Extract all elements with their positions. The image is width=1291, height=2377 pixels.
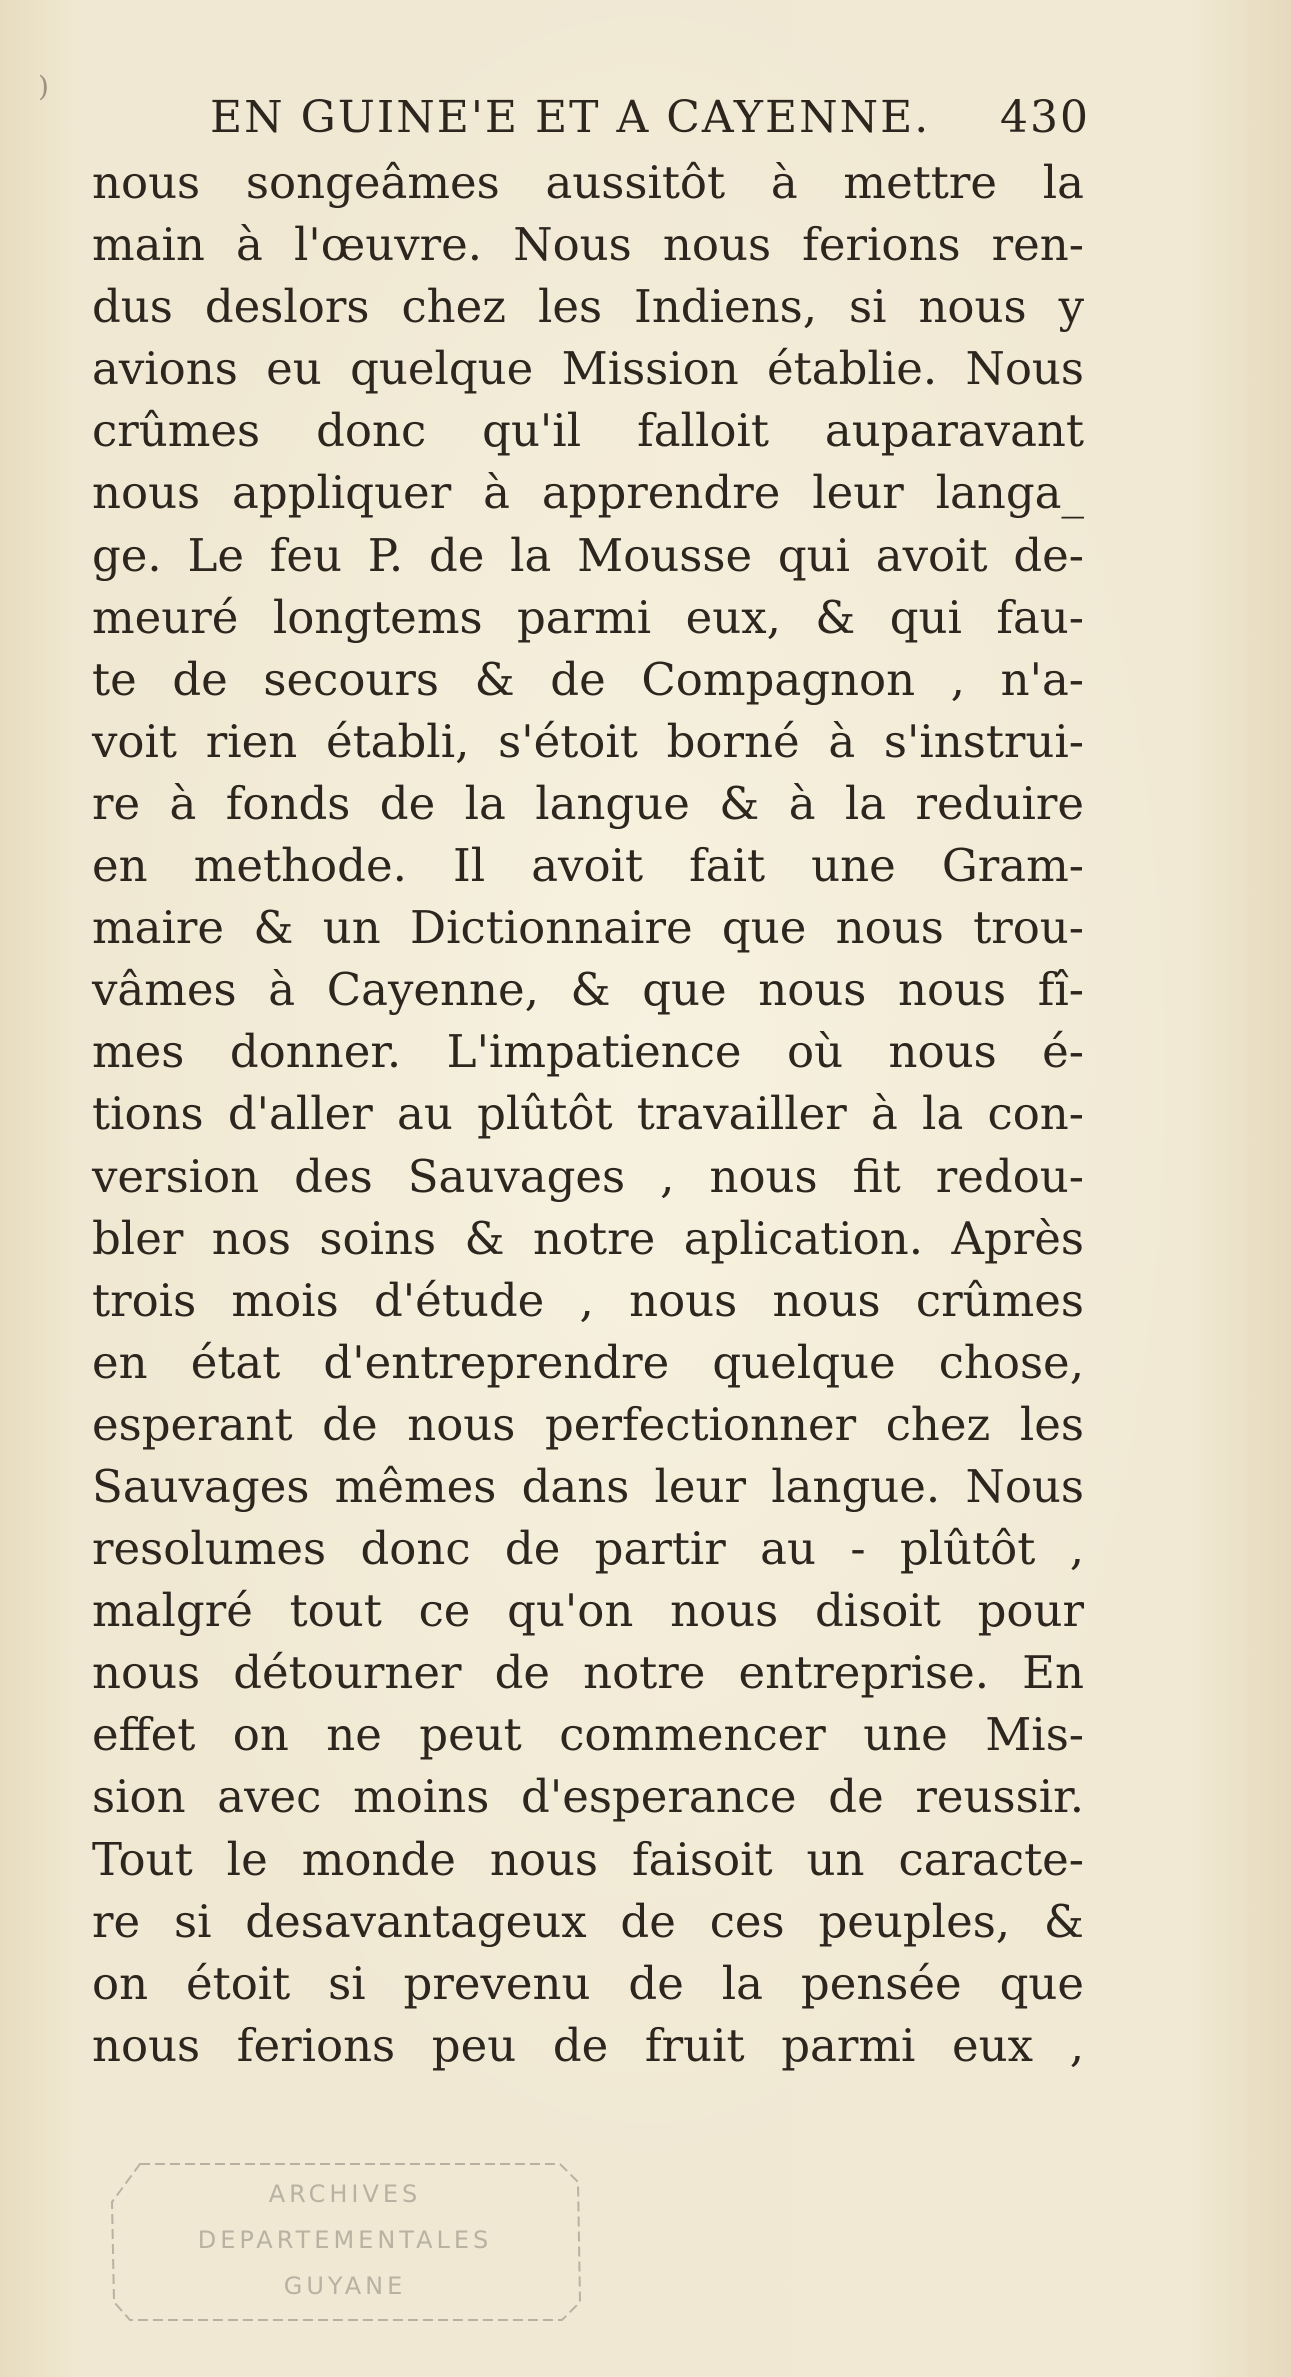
body-text [92, 152, 1084, 2077]
text-line: nous appliquer à apprendre leur langa_ [92, 466, 1084, 520]
text-line: nous songeâmes aussitôt à mettre la [92, 156, 1084, 209]
text-line: on étoit si prevenu de la pensée que [92, 1956, 1084, 2010]
stamp-line-departementales: DEPARTEMENTALES [197, 2226, 493, 2254]
text-line: re à fonds de la langue & à la reduire [92, 776, 1084, 830]
text-line: malgré tout ce qu'on nous disoit pour [92, 1584, 1084, 1638]
archive-stamp [100, 2142, 590, 2332]
text-line: ge. Le feu P. de la Mousse qui avoit de- [92, 528, 1084, 582]
text-line: vâmes à Cayenne, & que nous nous fî- [92, 963, 1084, 1017]
text-line: effet on ne peut commencer une Mis- [92, 1708, 1084, 1762]
text-line: nous détourner de notre entreprise. En [92, 1646, 1084, 1700]
text-line: esperant de nous perfectionner chez les [92, 1397, 1084, 1451]
page-number: 430 [1000, 92, 1090, 143]
text-line: nous ferions peu de fruit parmi eux , [92, 2018, 1084, 2072]
text-line: crûmes donc qu'il falloit auparavant [92, 404, 1084, 458]
text-line: maire & un Dictionnaire que nous trou- [92, 901, 1084, 955]
stamp-line-guyane: GUYANE [283, 2272, 407, 2300]
text-line: version des Sauvages , nous fit redou- [92, 1149, 1084, 1203]
text-line: mes donner. L'impatience où nous é- [92, 1025, 1084, 1079]
text-line: avions eu quelque Mission établie. Nous [92, 342, 1084, 396]
text-line: meuré longtems parmi eux, & qui fau- [92, 590, 1084, 644]
text-line: re si desavantageux de ces peuples, & [92, 1894, 1084, 1948]
text-line: Sauvages mêmes dans leur langue. Nous [92, 1459, 1084, 1513]
text-line: bler nos soins & notre aplication. Après [92, 1211, 1084, 1265]
text-line: tions d'aller au plûtôt travailler à la con- [92, 1087, 1084, 1141]
text-line: voit rien établi, s'étoit borné à s'instrui- [92, 714, 1084, 768]
text-line: en methode. Il avoit fait une Gram- [92, 839, 1084, 893]
text-line: Tout le monde nous faisoit un caracte- [92, 1832, 1084, 1886]
margin-mark: ) [38, 70, 49, 103]
text-line: resolumes donc de partir au - plûtôt , [92, 1522, 1084, 1576]
running-head: EN GUINE'E ET A CAYENNE. [210, 92, 931, 143]
text-line: trois mois d'étude , nous nous crûmes [92, 1273, 1084, 1327]
text-line: en état d'entreprendre quelque chose, [92, 1335, 1084, 1389]
text-line: dus deslors chez les Indiens, si nous y [92, 280, 1084, 334]
text-line: te de secours & de Compagnon , n'a- [92, 652, 1084, 706]
stamp-line-archives: ARCHIVES [268, 2180, 422, 2208]
text-line: sion avec moins d'esperance de reussir. [92, 1770, 1084, 1824]
text-line: main à l'œuvre. Nous nous ferions ren- [92, 218, 1084, 272]
